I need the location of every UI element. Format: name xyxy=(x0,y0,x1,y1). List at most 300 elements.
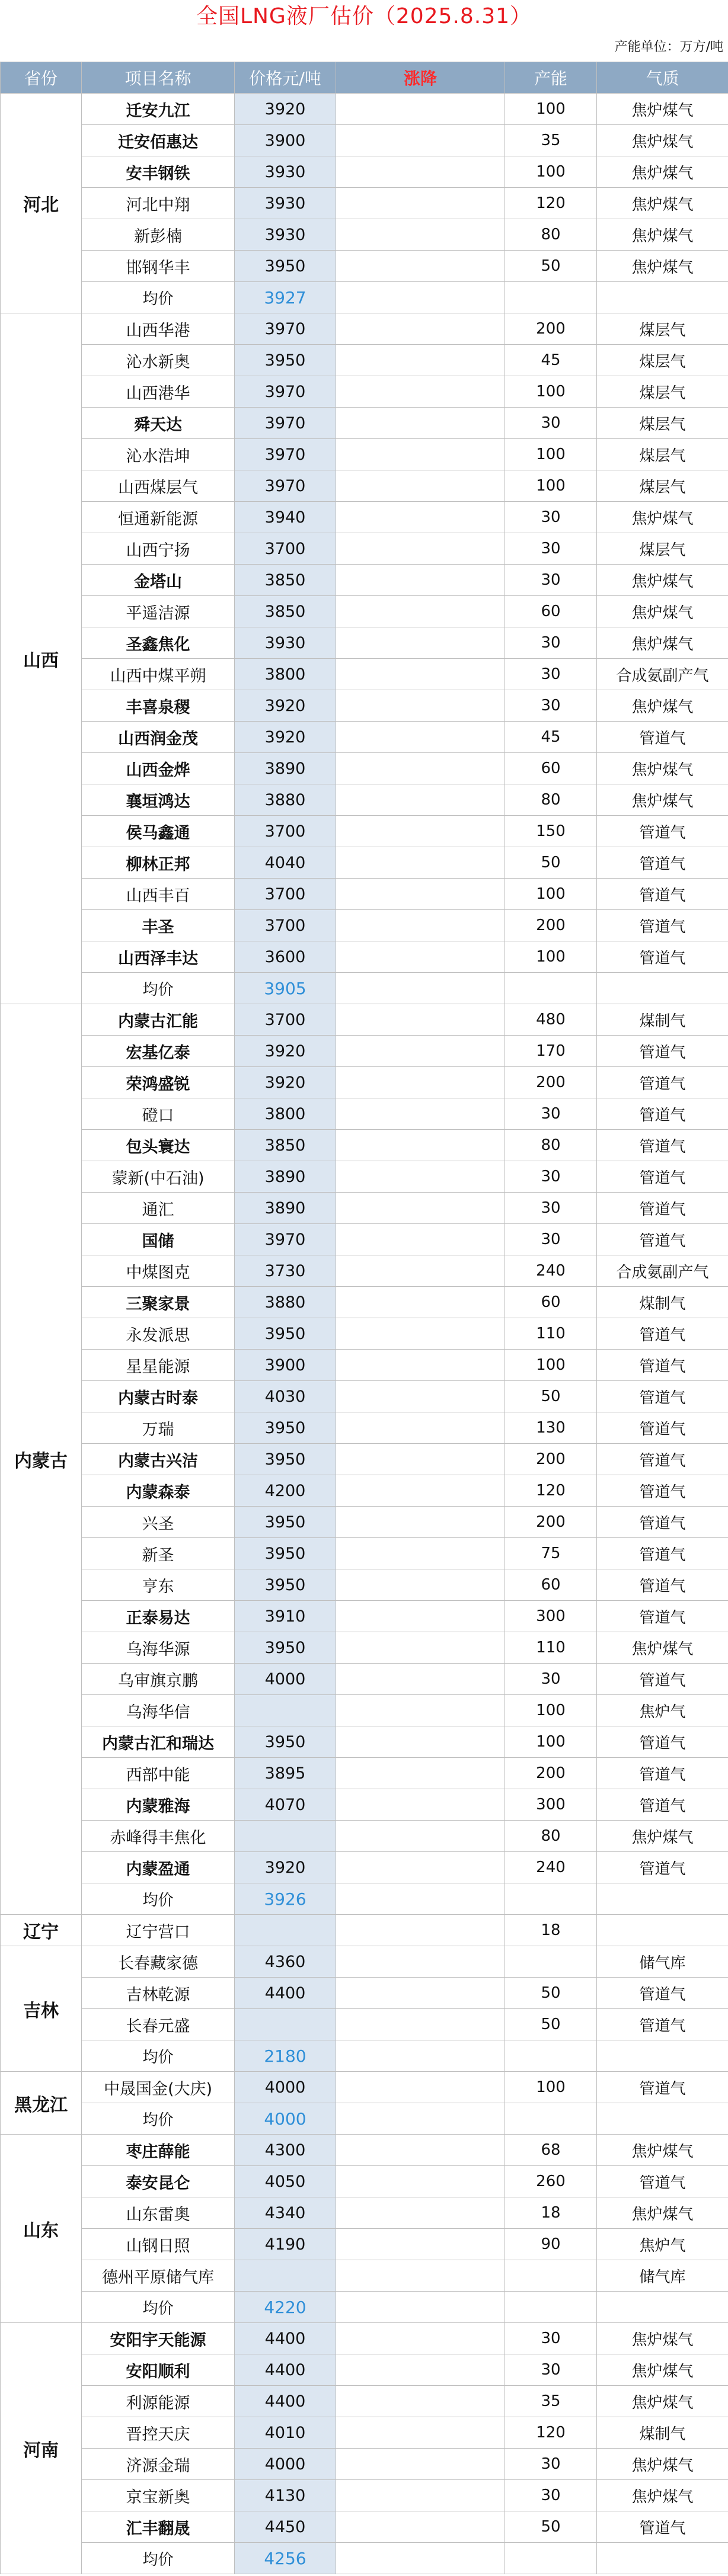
table-row xyxy=(1,1821,728,1852)
price-cell xyxy=(235,1821,336,1852)
change-cell xyxy=(336,1004,505,1036)
gas-type-cell xyxy=(597,1883,728,1915)
change-cell xyxy=(336,376,505,408)
change-cell xyxy=(336,753,505,784)
price-cell: 3890 xyxy=(235,753,336,784)
average-label: 均价 xyxy=(82,2543,235,2574)
average-price: 3905 xyxy=(235,973,336,1004)
gas-type-cell: 焦炉煤气 xyxy=(597,251,728,282)
average-price: 2180 xyxy=(235,2040,336,2072)
change-cell xyxy=(336,1695,505,1726)
change-cell xyxy=(336,1475,505,1507)
price-cell xyxy=(235,1695,336,1726)
table-row xyxy=(1,125,728,156)
table-row xyxy=(1,156,728,188)
table-row xyxy=(1,1978,728,2009)
price-cell: 4360 xyxy=(235,1946,336,1978)
change-cell xyxy=(336,1507,505,1538)
name-cell: 正泰易达 xyxy=(82,1601,235,1632)
page-title: 全国LNG液厂估价（2025.8.31） xyxy=(196,4,532,28)
change-cell xyxy=(336,219,505,251)
change-cell xyxy=(336,2197,505,2229)
change-cell xyxy=(336,533,505,565)
change-cell xyxy=(336,2449,505,2480)
table-row xyxy=(1,502,728,533)
change-cell xyxy=(336,910,505,941)
capacity-cell: 18 xyxy=(505,2197,597,2229)
capacity-cell: 300 xyxy=(505,1601,597,1632)
table-row xyxy=(1,251,728,282)
table-row xyxy=(1,1758,728,1789)
capacity-cell xyxy=(505,973,597,1004)
price-cell: 3700 xyxy=(235,1004,336,1036)
change-cell xyxy=(336,1318,505,1350)
price-cell: 4400 xyxy=(235,1978,336,2009)
name-cell: 丰圣 xyxy=(82,910,235,941)
gas-type-cell: 管道气 xyxy=(597,1224,728,1255)
gas-type-cell: 焦炉煤气 xyxy=(597,219,728,251)
capacity-cell: 35 xyxy=(505,125,597,156)
gas-type-cell: 管道气 xyxy=(597,1569,728,1601)
table-row xyxy=(1,1632,728,1664)
change-cell xyxy=(336,188,505,219)
name-cell: 荣鸿盛锐 xyxy=(82,1067,235,1098)
name-cell: 平遥洁源 xyxy=(82,596,235,627)
name-cell: 内蒙古兴洁 xyxy=(82,1444,235,1475)
change-cell xyxy=(336,156,505,188)
price-cell: 3930 xyxy=(235,156,336,188)
gas-type-cell xyxy=(597,1915,728,1946)
table-row xyxy=(1,1695,728,1726)
gas-type-cell: 储气库 xyxy=(597,2260,728,2292)
change-cell xyxy=(336,2417,505,2449)
capacity-cell: 260 xyxy=(505,2166,597,2197)
price-cell: 3950 xyxy=(235,1726,336,1758)
gas-type-cell: 管道气 xyxy=(597,2511,728,2543)
capacity-cell: 18 xyxy=(505,1915,597,1946)
table-row xyxy=(1,1726,728,1758)
capacity-cell: 480 xyxy=(505,1004,597,1036)
header-price: 价格元/吨 xyxy=(235,62,336,94)
capacity-cell: 30 xyxy=(505,1098,597,1130)
gas-type-cell: 焦炉煤气 xyxy=(597,1821,728,1852)
name-cell: 泰安昆仑 xyxy=(82,2166,235,2197)
gas-type-cell: 管道气 xyxy=(597,1538,728,1569)
capacity-cell: 150 xyxy=(505,816,597,847)
name-cell: 星星能源 xyxy=(82,1350,235,1381)
name-cell: 迁安九江 xyxy=(82,94,235,125)
name-cell: 恒通新能源 xyxy=(82,502,235,533)
average-label: 均价 xyxy=(82,2292,235,2323)
name-cell: 内蒙雅海 xyxy=(82,1789,235,1821)
name-cell: 丰喜泉稷 xyxy=(82,690,235,722)
change-cell xyxy=(336,2135,505,2166)
table-row xyxy=(1,690,728,722)
price-cell: 3930 xyxy=(235,219,336,251)
name-cell: 西部中能 xyxy=(82,1758,235,1789)
change-cell xyxy=(336,1130,505,1161)
table-row xyxy=(1,2135,728,2166)
capacity-cell: 30 xyxy=(505,2354,597,2386)
gas-type-cell: 焦炉煤气 xyxy=(597,94,728,125)
capacity-cell: 100 xyxy=(505,1726,597,1758)
change-cell xyxy=(336,251,505,282)
change-cell xyxy=(336,784,505,816)
change-cell xyxy=(336,973,505,1004)
price-cell: 3850 xyxy=(235,565,336,596)
header-province: 省份 xyxy=(1,62,82,94)
gas-type-cell: 管道气 xyxy=(597,1036,728,1067)
change-cell xyxy=(336,2229,505,2260)
name-cell: 山西华港 xyxy=(82,313,235,345)
name-cell: 沁水浩坤 xyxy=(82,439,235,470)
average-price: 4256 xyxy=(235,2543,336,2574)
table-row xyxy=(1,1475,728,1507)
capacity-cell: 130 xyxy=(505,1412,597,1444)
capacity-cell: 240 xyxy=(505,1852,597,1883)
header-change: 涨降 xyxy=(336,62,505,94)
table-row xyxy=(1,2386,728,2417)
price-cell xyxy=(235,1915,336,1946)
table-row xyxy=(1,2229,728,2260)
capacity-cell xyxy=(505,2103,597,2135)
change-cell xyxy=(336,847,505,879)
capacity-cell: 30 xyxy=(505,502,597,533)
header-gas: 气质 xyxy=(597,62,728,94)
gas-type-cell: 焦炉煤气 xyxy=(597,596,728,627)
table-row xyxy=(1,1946,728,1978)
table-header-row xyxy=(1,62,728,94)
name-cell: 内蒙古汇能 xyxy=(82,1004,235,1036)
capacity-cell: 120 xyxy=(505,2417,597,2449)
gas-type-cell: 管道气 xyxy=(597,816,728,847)
capacity-cell: 30 xyxy=(505,533,597,565)
gas-type-cell: 管道气 xyxy=(597,1350,728,1381)
name-cell: 山西泽丰达 xyxy=(82,941,235,973)
gas-type-cell: 管道气 xyxy=(597,1475,728,1507)
table-row xyxy=(1,94,728,125)
table-row xyxy=(1,1664,728,1695)
change-cell xyxy=(336,1036,505,1067)
province-cell: 山东 xyxy=(1,2135,82,2323)
capacity-cell: 30 xyxy=(505,690,597,722)
change-cell xyxy=(336,502,505,533)
price-cell: 3850 xyxy=(235,596,336,627)
table-row xyxy=(1,1318,728,1350)
table-row xyxy=(1,816,728,847)
change-cell xyxy=(336,2040,505,2072)
price-cell: 3950 xyxy=(235,345,336,376)
gas-type-cell: 焦炉煤气 xyxy=(597,690,728,722)
change-cell xyxy=(336,816,505,847)
capacity-cell: 75 xyxy=(505,1538,597,1569)
gas-type-cell: 焦炉煤气 xyxy=(597,2197,728,2229)
capacity-cell: 110 xyxy=(505,1632,597,1664)
change-cell xyxy=(336,2323,505,2354)
table-row xyxy=(1,1224,728,1255)
price-cell: 4050 xyxy=(235,2166,336,2197)
gas-type-cell: 焦炉煤气 xyxy=(597,188,728,219)
table-row xyxy=(1,345,728,376)
capacity-cell: 50 xyxy=(505,251,597,282)
change-cell xyxy=(336,2009,505,2040)
average-row xyxy=(1,1883,728,1915)
capacity-cell: 200 xyxy=(505,1507,597,1538)
average-row xyxy=(1,282,728,313)
change-cell xyxy=(336,439,505,470)
table-row xyxy=(1,1444,728,1475)
capacity-cell: 200 xyxy=(505,1444,597,1475)
change-cell xyxy=(336,1852,505,1883)
price-cell: 3700 xyxy=(235,816,336,847)
table-row xyxy=(1,2009,728,2040)
name-cell: 京宝新奥 xyxy=(82,2480,235,2511)
gas-type-cell: 管道气 xyxy=(597,1507,728,1538)
capacity-cell: 80 xyxy=(505,219,597,251)
price-cell: 3970 xyxy=(235,439,336,470)
capacity-cell: 30 xyxy=(505,2323,597,2354)
price-cell: 4130 xyxy=(235,2480,336,2511)
gas-type-cell: 管道气 xyxy=(597,847,728,879)
average-label: 均价 xyxy=(82,2040,235,2072)
change-cell xyxy=(336,2166,505,2197)
price-cell: 3920 xyxy=(235,1852,336,1883)
table-row xyxy=(1,313,728,345)
change-cell xyxy=(336,1287,505,1318)
gas-type-cell xyxy=(597,282,728,313)
price-cell: 3950 xyxy=(235,1412,336,1444)
price-cell: 3800 xyxy=(235,659,336,690)
capacity-cell xyxy=(505,2040,597,2072)
gas-type-cell: 管道气 xyxy=(597,879,728,910)
average-row xyxy=(1,2040,728,2072)
name-cell: 内蒙盈通 xyxy=(82,1852,235,1883)
capacity-cell: 120 xyxy=(505,188,597,219)
capacity-cell: 100 xyxy=(505,156,597,188)
gas-type-cell: 煤层气 xyxy=(597,408,728,439)
table-row xyxy=(1,376,728,408)
change-cell xyxy=(336,1538,505,1569)
capacity-unit-note: 产能单位：万方/吨 xyxy=(614,40,723,55)
table-row xyxy=(1,627,728,659)
capacity-cell: 30 xyxy=(505,627,597,659)
change-cell xyxy=(336,345,505,376)
name-cell: 柳林正邦 xyxy=(82,847,235,879)
capacity-cell: 30 xyxy=(505,1161,597,1193)
name-cell: 内蒙古时泰 xyxy=(82,1381,235,1412)
change-cell xyxy=(336,1632,505,1664)
name-cell: 蒙新(中石油) xyxy=(82,1161,235,1193)
table-row xyxy=(1,1193,728,1224)
price-cell: 3950 xyxy=(235,251,336,282)
price-cell: 3950 xyxy=(235,1569,336,1601)
capacity-cell: 30 xyxy=(505,659,597,690)
table-row xyxy=(1,1350,728,1381)
price-cell: 4000 xyxy=(235,2449,336,2480)
change-cell xyxy=(336,1255,505,1287)
name-cell: 山钢日照 xyxy=(82,2229,235,2260)
table-row xyxy=(1,2480,728,2511)
name-cell: 安阳宇天能源 xyxy=(82,2323,235,2354)
price-cell: 3940 xyxy=(235,502,336,533)
capacity-cell: 100 xyxy=(505,941,597,973)
change-cell xyxy=(336,313,505,345)
table-row xyxy=(1,219,728,251)
name-cell: 侯马鑫通 xyxy=(82,816,235,847)
gas-type-cell: 管道气 xyxy=(597,1161,728,1193)
change-cell xyxy=(336,1193,505,1224)
average-label: 均价 xyxy=(82,1883,235,1915)
capacity-cell: 60 xyxy=(505,753,597,784)
table-row xyxy=(1,2511,728,2543)
capacity-cell: 50 xyxy=(505,1381,597,1412)
table-row xyxy=(1,2354,728,2386)
price-cell: 3930 xyxy=(235,188,336,219)
price-cell: 3970 xyxy=(235,1224,336,1255)
price-cell: 4300 xyxy=(235,2135,336,2166)
capacity-cell: 200 xyxy=(505,1067,597,1098)
name-cell: 沁水新奥 xyxy=(82,345,235,376)
table-row xyxy=(1,1287,728,1318)
capacity-cell: 100 xyxy=(505,439,597,470)
price-cell: 4000 xyxy=(235,1664,336,1695)
change-cell xyxy=(336,408,505,439)
gas-type-cell: 焦炉煤气 xyxy=(597,1632,728,1664)
capacity-cell: 45 xyxy=(505,722,597,753)
price-cell: 3700 xyxy=(235,533,336,565)
capacity-cell: 300 xyxy=(505,1789,597,1821)
table-row xyxy=(1,470,728,502)
gas-type-cell: 管道气 xyxy=(597,1381,728,1412)
name-cell: 安阳顺利 xyxy=(82,2354,235,2386)
name-cell: 山西润金茂 xyxy=(82,722,235,753)
name-cell: 三聚家景 xyxy=(82,1287,235,1318)
gas-type-cell: 管道气 xyxy=(597,1758,728,1789)
price-cell: 4400 xyxy=(235,2386,336,2417)
gas-type-cell: 管道气 xyxy=(597,1193,728,1224)
change-cell xyxy=(336,1161,505,1193)
capacity-cell: 30 xyxy=(505,1224,597,1255)
capacity-cell: 100 xyxy=(505,2072,597,2103)
change-cell xyxy=(336,1569,505,1601)
table-row xyxy=(1,188,728,219)
price-cell: 4070 xyxy=(235,1789,336,1821)
capacity-cell: 120 xyxy=(505,1475,597,1507)
name-cell: 圣鑫焦化 xyxy=(82,627,235,659)
price-cell: 3700 xyxy=(235,879,336,910)
table-row xyxy=(1,1538,728,1569)
name-cell: 河北中翔 xyxy=(82,188,235,219)
capacity-cell: 100 xyxy=(505,1350,597,1381)
change-cell xyxy=(336,2480,505,2511)
province-cell: 河南 xyxy=(1,2323,82,2574)
change-cell xyxy=(336,659,505,690)
table-row xyxy=(1,722,728,753)
name-cell: 邯钢华丰 xyxy=(82,251,235,282)
name-cell: 襄垣鸿达 xyxy=(82,784,235,816)
capacity-cell xyxy=(505,282,597,313)
price-cell: 3950 xyxy=(235,1318,336,1350)
change-cell xyxy=(336,722,505,753)
price-cell: 3920 xyxy=(235,1036,336,1067)
price-cell: 3920 xyxy=(235,690,336,722)
capacity-cell: 200 xyxy=(505,1758,597,1789)
table-row xyxy=(1,910,728,941)
change-cell xyxy=(336,1350,505,1381)
gas-type-cell: 煤层气 xyxy=(597,470,728,502)
name-cell: 枣庄薛能 xyxy=(82,2135,235,2166)
gas-type-cell: 管道气 xyxy=(597,1664,728,1695)
price-cell: 3900 xyxy=(235,125,336,156)
name-cell: 新圣 xyxy=(82,1538,235,1569)
change-cell xyxy=(336,282,505,313)
gas-type-cell xyxy=(597,2040,728,2072)
price-cell: 4400 xyxy=(235,2323,336,2354)
average-price: 4000 xyxy=(235,2103,336,2135)
name-cell: 长春元盛 xyxy=(82,2009,235,2040)
gas-type-cell: 煤层气 xyxy=(597,533,728,565)
name-cell: 包头寰达 xyxy=(82,1130,235,1161)
change-cell xyxy=(336,1915,505,1946)
price-cell: 4200 xyxy=(235,1475,336,1507)
province-cell: 吉林 xyxy=(1,1946,82,2072)
name-cell: 国储 xyxy=(82,1224,235,1255)
gas-type-cell: 管道气 xyxy=(597,1412,728,1444)
change-cell xyxy=(336,2072,505,2103)
gas-type-cell: 管道气 xyxy=(597,1601,728,1632)
gas-type-cell: 煤层气 xyxy=(597,439,728,470)
capacity-cell: 80 xyxy=(505,1821,597,1852)
price-cell: 3950 xyxy=(235,1538,336,1569)
change-cell xyxy=(336,1601,505,1632)
capacity-cell: 60 xyxy=(505,1287,597,1318)
change-cell xyxy=(336,1067,505,1098)
province-cell: 辽宁 xyxy=(1,1915,82,1946)
average-label: 均价 xyxy=(82,2103,235,2135)
gas-type-cell: 合成氨副产气 xyxy=(597,1255,728,1287)
price-cell: 3920 xyxy=(235,722,336,753)
capacity-cell: 50 xyxy=(505,2511,597,2543)
table-row xyxy=(1,1852,728,1883)
table-row xyxy=(1,2166,728,2197)
capacity-cell: 170 xyxy=(505,1036,597,1067)
price-cell: 4340 xyxy=(235,2197,336,2229)
gas-type-cell: 管道气 xyxy=(597,722,728,753)
price-cell: 3900 xyxy=(235,1350,336,1381)
gas-type-cell: 焦炉煤气 xyxy=(597,2449,728,2480)
capacity-cell xyxy=(505,2292,597,2323)
price-cell: 3880 xyxy=(235,784,336,816)
capacity-cell: 50 xyxy=(505,847,597,879)
name-cell: 亨东 xyxy=(82,1569,235,1601)
table-row xyxy=(1,879,728,910)
gas-type-cell: 焦炉煤气 xyxy=(597,2386,728,2417)
province-cell: 内蒙古 xyxy=(1,1004,82,1915)
change-cell xyxy=(336,125,505,156)
change-cell xyxy=(336,1412,505,1444)
name-cell: 长春藏家德 xyxy=(82,1946,235,1978)
gas-type-cell: 管道气 xyxy=(597,1130,728,1161)
table-row xyxy=(1,1004,728,1036)
average-label: 均价 xyxy=(82,973,235,1004)
name-cell: 中煤图克 xyxy=(82,1255,235,1287)
name-cell: 山西煤层气 xyxy=(82,470,235,502)
change-cell xyxy=(336,1726,505,1758)
gas-type-cell: 煤制气 xyxy=(597,1004,728,1036)
table-row xyxy=(1,1412,728,1444)
name-cell: 汇丰翻晟 xyxy=(82,2511,235,2543)
price-cell: 3920 xyxy=(235,1067,336,1098)
